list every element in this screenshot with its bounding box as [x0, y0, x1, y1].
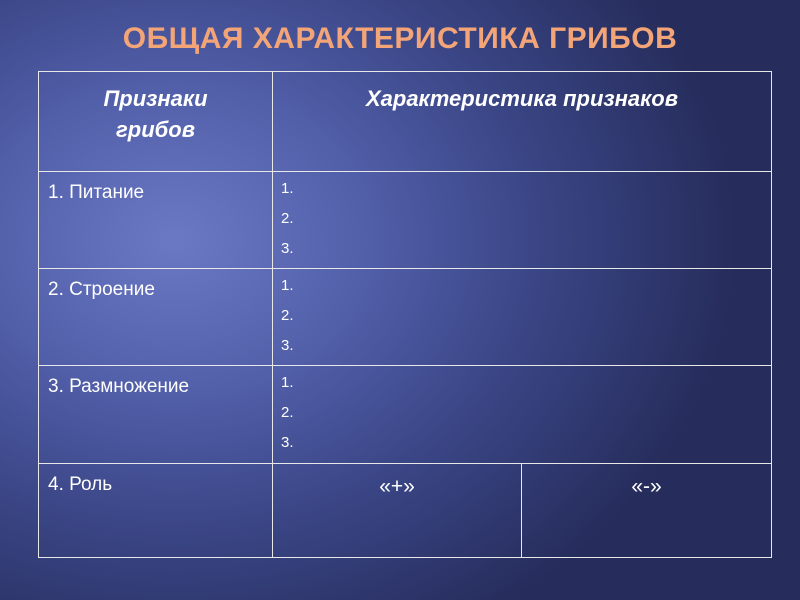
list-item: 1. [281, 277, 294, 294]
list-item: 3. [281, 337, 294, 354]
role-positive-label: «+» [379, 475, 415, 498]
row-label-cell [39, 366, 273, 463]
table-row-role [39, 464, 771, 557]
numbered-list [273, 269, 771, 367]
list-item: 3. [281, 434, 294, 451]
list-item: 1. [281, 180, 294, 197]
fungi-characteristics-table [38, 71, 772, 558]
row-label: 3. Размножение [48, 376, 190, 397]
header-traits-label: Признаки грибов [103, 86, 208, 142]
list-item: 1. [281, 374, 294, 391]
table-row [39, 172, 771, 269]
row-label-cell [39, 464, 273, 557]
row-label: 4. Роль [48, 474, 113, 495]
row-items-cell [273, 366, 771, 463]
role-negative-cell [522, 464, 771, 557]
role-positive-cell [273, 464, 522, 557]
list-item: 3. [281, 240, 294, 257]
table-row [39, 366, 771, 464]
header-cell-traits [39, 72, 273, 171]
row-items-cell [273, 269, 771, 365]
row-label: 2. Строение [48, 279, 155, 300]
header-characteristics-label: Характеристика признаков [365, 86, 679, 111]
slide-title: ОБЩАЯ ХАРАКТЕРИСТИКА ГРИБОВ [122, 22, 678, 55]
role-negative-label: «-» [631, 475, 662, 498]
table-row [39, 269, 771, 366]
list-item: 2. [281, 307, 294, 324]
row-items-cell [273, 172, 771, 268]
row-label: 1. Питание [48, 182, 145, 203]
list-item: 2. [281, 404, 294, 421]
row-label-cell [39, 269, 273, 365]
numbered-list [273, 172, 771, 270]
list-item: 2. [281, 210, 294, 227]
numbered-list [273, 366, 771, 464]
header-cell-characteristics [273, 72, 771, 171]
table-header-row [39, 72, 771, 172]
row-label-cell [39, 172, 273, 268]
